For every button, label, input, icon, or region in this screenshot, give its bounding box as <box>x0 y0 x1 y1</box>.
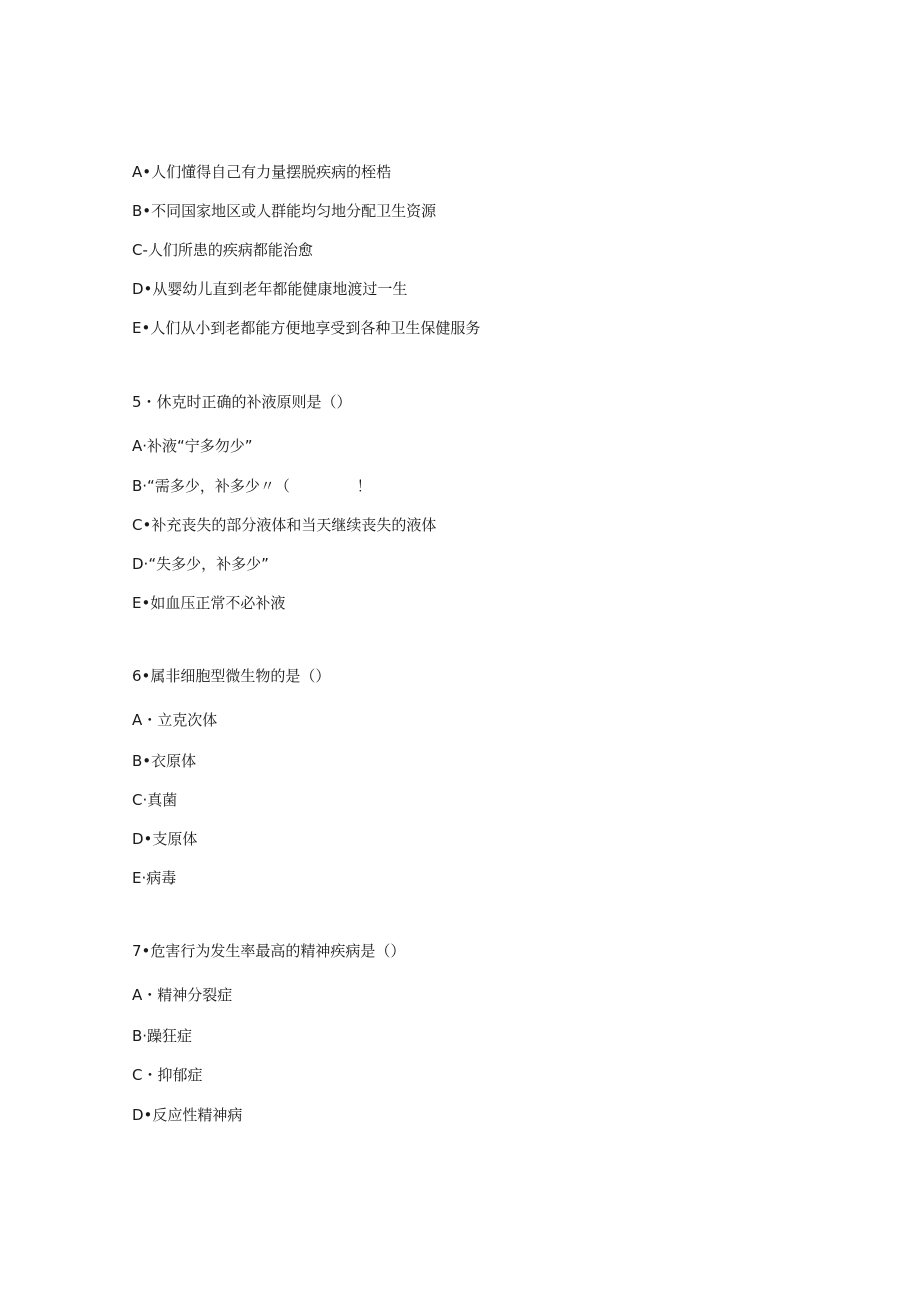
q6-option-b: B•衣原体 <box>132 752 197 770</box>
q6-question: 6•属非细胞型微生物的是（） <box>132 667 331 685</box>
q4-option-c: C-人们所患的疾病都能治愈 <box>132 241 313 259</box>
q7-option-b: B·躁狂症 <box>132 1027 193 1045</box>
q4-option-a: A•人们懂得自己有力量摆脱疾病的桎梏 <box>132 163 392 181</box>
q4-option-d: D•从婴幼儿直到老年都能健康地渡过一生 <box>132 280 408 298</box>
q5-option-e: E•如血压正常不必补液 <box>132 594 286 612</box>
q4-option-b: B•不同国家地区或人群能均匀地分配卫生资源 <box>132 202 437 220</box>
q7-option-a: A・精神分裂症 <box>132 986 233 1004</box>
q5-option-c: C•补充丧失的部分液体和当天继续丧失的液体 <box>132 516 437 534</box>
q6-option-e: E·病毒 <box>132 869 177 887</box>
q6-option-c: C·真菌 <box>132 791 178 809</box>
q4-option-e: E•人们从小到老都能方便地享受到各种卫生保健服务 <box>132 319 481 337</box>
q7-option-c: C・抑郁症 <box>132 1066 203 1084</box>
q7-option-d: D•反应性精神病 <box>132 1106 243 1124</box>
q7-question: 7•危害行为发生率最高的精神疾病是（） <box>132 942 406 960</box>
q5-option-d: D·“失多少，补多少” <box>132 555 269 573</box>
q5-option-a: A·补液“宁多勿少” <box>132 437 253 455</box>
q5-option-b: B·“需多少，补多少〃（ ！ <box>132 477 372 495</box>
q6-option-d: D•支原体 <box>132 830 198 848</box>
q5-question: 5・休克时正确的补液原则是（） <box>132 393 352 411</box>
q6-option-a: A・立克次体 <box>132 711 218 729</box>
